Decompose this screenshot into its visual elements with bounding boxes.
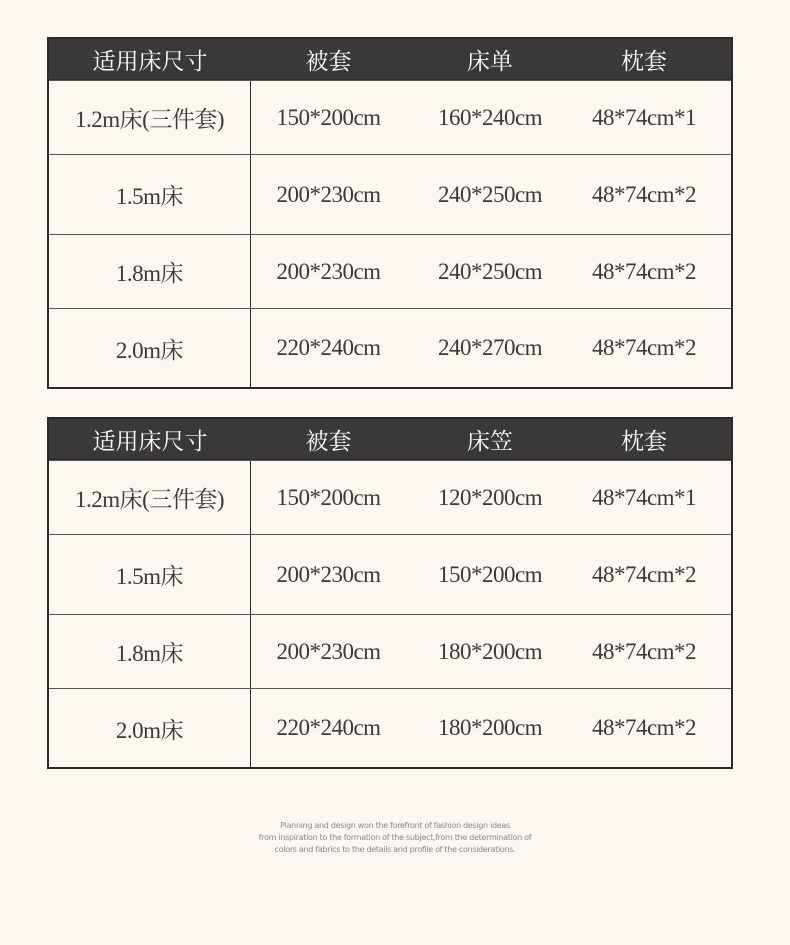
size-table-fitted-sheet	[47, 417, 733, 769]
cell-bed-size: 1.8m床	[49, 235, 251, 308]
cell-pillowcase: 48*74cm*1	[591, 104, 697, 130]
footer-line: Planning and design won the forefront of fashion design ideas	[280, 821, 510, 830]
header-pillowcase: 枕套	[621, 428, 667, 455]
cell-duvet-cover: 200*230cm	[276, 638, 381, 664]
cell-pillowcase: 48*74cm*2	[591, 181, 697, 207]
cell-pillowcase: 48*74cm*2	[591, 638, 697, 664]
cell-bed-size: 2.0m床	[49, 309, 251, 387]
cell-bed-size: 1.2m床(三件套)	[49, 461, 251, 534]
table-row	[49, 308, 731, 387]
cell-bed-sheet: 240*250cm	[437, 181, 543, 207]
table-row	[49, 614, 731, 688]
table-row	[49, 460, 731, 534]
cell-pillowcase: 48*74cm*1	[591, 484, 697, 510]
cell-bed-sheet: 160*240cm	[437, 104, 543, 130]
header-duvet-cover: 被套	[305, 428, 352, 455]
cell-bed-size: 1.2m床(三件套)	[49, 81, 251, 154]
cell-duvet-cover: 220*240cm	[276, 335, 381, 360]
table-row	[49, 534, 731, 614]
header-fitted-sheet: 床笠	[467, 428, 513, 455]
header-duvet-cover: 被套	[305, 48, 352, 75]
cell-bed-size: 1.5m床	[49, 155, 251, 234]
cell-fitted-sheet: 120*200cm	[437, 484, 543, 510]
cell-duvet-cover: 150*200cm	[276, 104, 381, 130]
footer-line: colors and fabrics to the details and profile of the considerations.	[274, 845, 516, 854]
table-header	[49, 419, 731, 460]
header-pillowcase: 枕套	[621, 48, 667, 75]
table-row	[49, 80, 731, 154]
footer-line: from inspiration to the formation of the subject,from the determination of	[258, 833, 532, 842]
cell-pillowcase: 48*74cm*2	[591, 561, 697, 587]
header-bed-size: 适用床尺寸	[92, 48, 208, 75]
table-row	[49, 234, 731, 308]
cell-fitted-sheet: 180*200cm	[437, 715, 543, 740]
cell-pillowcase: 48*74cm*2	[591, 715, 697, 740]
cell-duvet-cover: 220*240cm	[276, 715, 381, 740]
cell-fitted-sheet: 180*200cm	[437, 638, 543, 664]
cell-bed-size: 1.5m床	[49, 535, 251, 614]
footer-tagline	[0, 820, 790, 856]
cell-duvet-cover: 200*230cm	[276, 258, 381, 284]
cell-fitted-sheet: 150*200cm	[437, 561, 543, 587]
cell-duvet-cover: 200*230cm	[276, 181, 381, 207]
cell-pillowcase: 48*74cm*2	[591, 335, 697, 360]
cell-bed-sheet: 240*250cm	[437, 258, 543, 284]
header-bed-size: 适用床尺寸	[92, 428, 208, 455]
cell-duvet-cover: 150*200cm	[276, 484, 381, 510]
table-row	[49, 688, 731, 767]
cell-duvet-cover: 200*230cm	[276, 561, 381, 587]
size-table-bedsheet	[47, 37, 733, 389]
cell-pillowcase: 48*74cm*2	[591, 258, 697, 284]
cell-bed-size: 2.0m床	[49, 689, 251, 767]
cell-bed-size: 1.8m床	[49, 615, 251, 688]
header-bed-sheet: 床单	[467, 48, 513, 75]
table-header	[49, 39, 731, 80]
cell-bed-sheet: 240*270cm	[437, 335, 543, 360]
table-row	[49, 154, 731, 234]
